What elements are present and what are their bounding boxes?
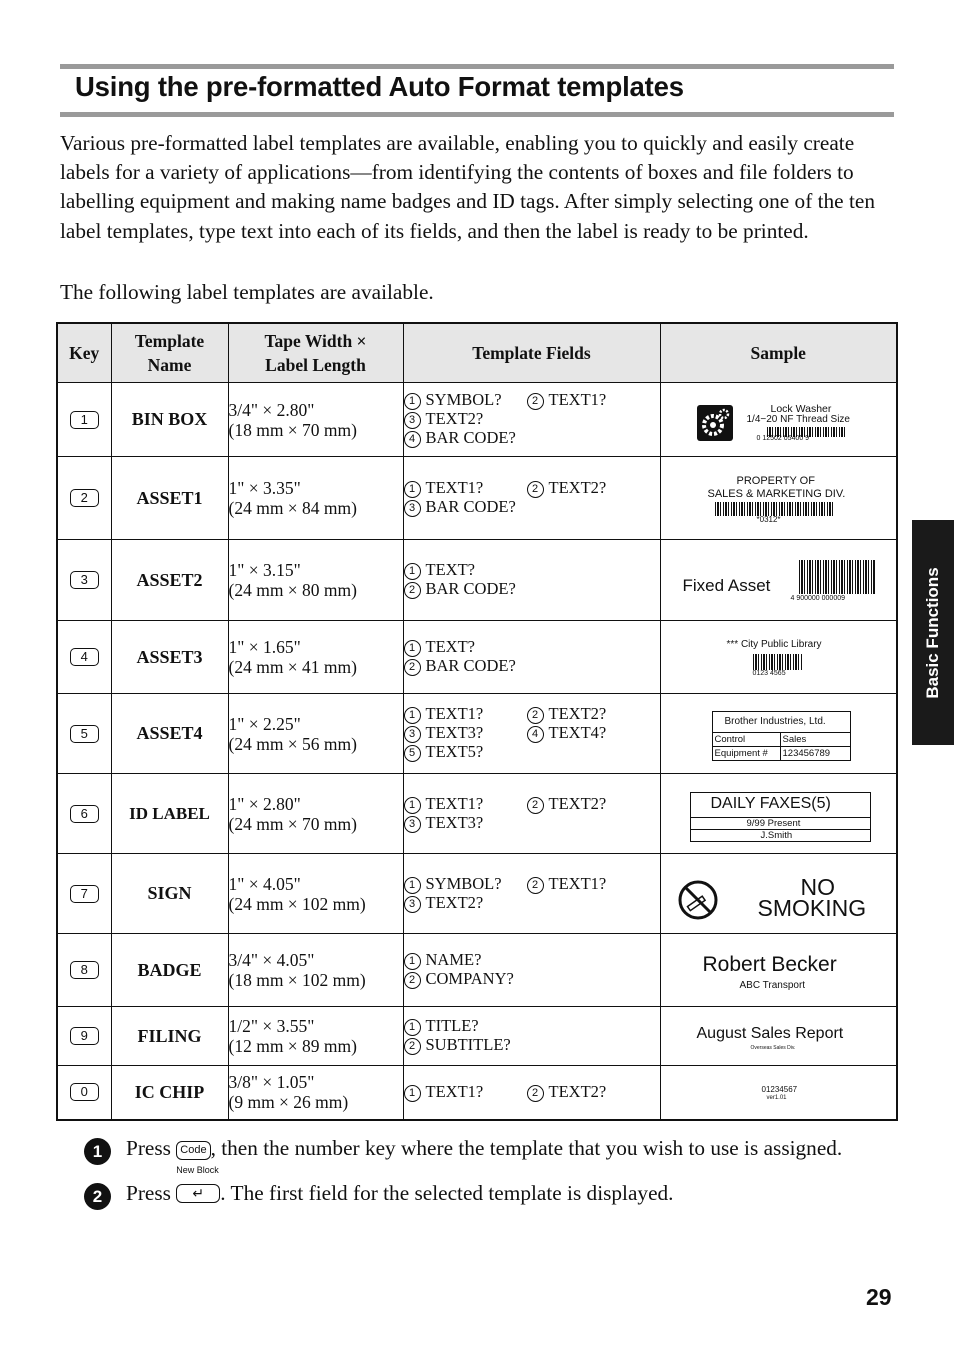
template-fields: 1 TITLE? 2 SUBTITLE? [403, 1007, 660, 1066]
heading-rule-bottom [60, 112, 894, 117]
tape-size: 1" × 2.25" (24 mm × 56 mm) [228, 694, 403, 774]
sample-bin-box [660, 383, 897, 457]
table-row [57, 694, 897, 774]
table-row [57, 383, 897, 457]
header-sample: Sample [660, 323, 897, 383]
sample-text: August Sales Report [696, 1025, 844, 1042]
sample-text: Robert Becker [702, 953, 837, 976]
templates-table [56, 322, 898, 1121]
table-row [57, 774, 897, 854]
page-title: Using the pre-formatted Auto Format templates [75, 71, 684, 102]
template-name: BIN BOX [111, 383, 228, 457]
template-name: SIGN [111, 854, 228, 934]
key-9-icon: 9 [70, 1027, 99, 1045]
tape-size: 1" × 4.05" (24 mm × 102 mm) [228, 854, 403, 934]
sample-badge [660, 934, 897, 1007]
section-tab-label: Basic Functions [923, 566, 942, 699]
sample-text: NO [800, 874, 835, 900]
barcode-graphic [753, 654, 803, 670]
sample-text: *** City Public Library [726, 639, 822, 650]
tape-size: 3/4" × 2.80" (18 mm × 70 mm) [228, 383, 403, 457]
key-5-icon: 5 [70, 725, 99, 743]
sample-text: SMOKING [757, 895, 867, 921]
sample-text: ver1.01 [766, 1095, 787, 1101]
step-1-bullet: 1 [84, 1138, 111, 1165]
header-key: Key [57, 323, 111, 383]
new-block-key-caption: New Block [176, 1165, 219, 1176]
section-tab [912, 520, 954, 745]
enter-key-icon: ↵ [176, 1184, 220, 1203]
template-name: FILING [111, 1007, 228, 1066]
tape-size: 1" × 1.65" (24 mm × 41 mm) [228, 621, 403, 694]
barcode-digits: 0 12502 05400 9 [756, 435, 810, 442]
sample-label-frame: Brother Industries, Ltd. Control Sales Equipment # 123456789 [712, 711, 851, 761]
intro-paragraph: Various pre-formatted label templates are available, enabling you to quickly and easily create labels for a variety of applications—from identifying the contents of boxes and file folders to labelling equipment and making name badges and ID tags. After simply selecting one of the ten label templates, type text into each of its fields, and then the label is ready to be printed. [60, 131, 875, 243]
sample-text: Overseas Sales Div. [750, 1045, 796, 1051]
template-name: ID LABEL [111, 774, 228, 854]
sample-sign [660, 854, 897, 934]
step-1: 1 Press Code , then the number key where the template that you wish to use is assigned. [84, 1134, 884, 1163]
step-2-bullet: 2 [84, 1183, 111, 1210]
tape-size: 1" × 2.80" (24 mm × 70 mm) [228, 774, 403, 854]
no-smoking-icon [677, 879, 719, 921]
table-row [57, 621, 897, 694]
header-template-name: Template Name [111, 323, 228, 383]
tape-size: 1" × 3.35" (24 mm × 84 mm) [228, 457, 403, 540]
template-fields: 1 TEXT? 2 BAR CODE? [403, 621, 660, 694]
step-2: 2 Press New Block ↵ . The first field for the selected template is displayed. [84, 1179, 884, 1208]
table-row [57, 540, 897, 621]
template-name: ASSET2 [111, 540, 228, 621]
gear-icon [697, 405, 733, 441]
table-row [57, 934, 897, 1007]
template-fields: 1 TEXT? 2 BAR CODE? [403, 540, 660, 621]
instruction-steps [84, 1134, 884, 1208]
sample-ic-chip [660, 1066, 897, 1120]
key-4-icon: 4 [70, 648, 99, 666]
tape-size: 1" × 3.15" (24 mm × 80 mm) [228, 540, 403, 621]
table-header-row [57, 323, 897, 383]
template-fields: 1 SYMBOL? 2 TEXT1? 3 TEXT2? 4 BAR CODE? [403, 383, 660, 457]
barcode-digits: 0123 4565 [752, 670, 786, 677]
template-name: ASSET1 [111, 457, 228, 540]
barcode-graphic [799, 560, 875, 594]
template-fields: 1 TEXT1? 2 TEXT2? 3 BAR CODE? [403, 457, 660, 540]
table-row [57, 1007, 897, 1066]
sample-text: SALES & MARKETING DIV. [707, 488, 846, 500]
table-row [57, 457, 897, 540]
template-fields: 1 SYMBOL? 2 TEXT1? 3 TEXT2? [403, 854, 660, 934]
sample-asset4 [660, 694, 897, 774]
available-paragraph: The following label templates are available. [60, 280, 434, 304]
sample-text: ABC Transport [739, 980, 806, 991]
header-template-fields: Template Fields [403, 323, 660, 383]
template-fields: 1 NAME? 2 COMPANY? [403, 934, 660, 1007]
template-name: ASSET4 [111, 694, 228, 774]
sample-asset3 [660, 621, 897, 694]
tape-size: 3/4" × 4.05" (18 mm × 102 mm) [228, 934, 403, 1007]
sample-text: PROPERTY OF [736, 475, 815, 487]
key-7-icon: 7 [70, 885, 99, 903]
sample-text: Fixed Asset [682, 576, 771, 595]
key-8-icon: 8 [70, 961, 99, 979]
barcode-digits: *0312* [756, 515, 781, 524]
sample-asset2 [660, 540, 897, 621]
code-key-icon: Code [176, 1141, 210, 1160]
table-row [57, 854, 897, 934]
tape-size: 3/8" × 1.05" (9 mm × 26 mm) [228, 1066, 403, 1120]
sample-text: 01234567 [761, 1085, 798, 1094]
sample-id-label [660, 774, 897, 854]
key-3-icon: 3 [70, 571, 99, 589]
heading-rule-top [60, 64, 894, 69]
key-0-icon: 0 [70, 1083, 99, 1101]
template-fields: 1 TEXT1? 2 TEXT2? 3 TEXT3? [403, 774, 660, 854]
barcode-digits: 4 900000 000009 [790, 595, 845, 602]
sample-asset1 [660, 457, 897, 540]
table-row [57, 1066, 897, 1120]
sample-text: Lock Washer [770, 403, 832, 415]
sample-filing [660, 1007, 897, 1066]
page-number: 29 [866, 1284, 892, 1310]
sample-label-frame: DAILY FAXES(5) 9/99 Present J.Smith [690, 792, 871, 842]
template-name: BADGE [111, 934, 228, 1007]
header-tape-size: Tape Width × Label Length [228, 323, 403, 383]
tape-size: 1/2" × 3.55" (12 mm × 89 mm) [228, 1007, 403, 1066]
key-1-icon: 1 [70, 411, 99, 429]
template-fields: 1 TEXT1? 2 TEXT2? [403, 1066, 660, 1120]
template-name: ASSET3 [111, 621, 228, 694]
sample-text: 1/4−20 NF Thread Size [746, 414, 850, 425]
key-2-icon: 2 [70, 489, 99, 507]
barcode-graphic [715, 502, 835, 516]
template-fields: 1 TEXT1? 2 TEXT2? 3 TEXT3? 4 TEXT4? 5 TEXT5? [403, 694, 660, 774]
template-name: IC CHIP [111, 1066, 228, 1120]
key-6-icon: 6 [70, 805, 99, 823]
